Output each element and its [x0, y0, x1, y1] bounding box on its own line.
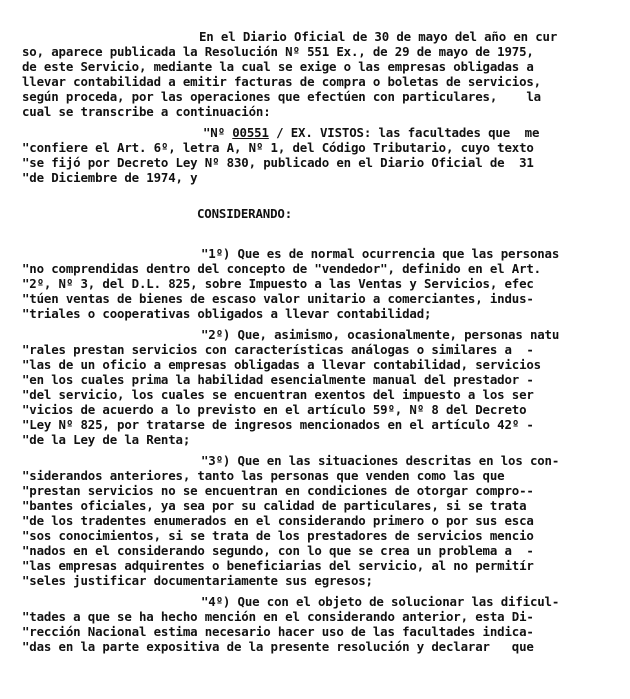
considerando-3-line: "bantes oficiales, ya sea por su calidad de particulares, si se trata [22, 498, 527, 513]
considerando-2-line: "Ley Nº 825, por tratarse de ingresos mencionados en el artículo 42º - [22, 417, 534, 432]
considerando-1-line: "no comprendidas dentro del concepto de "vendedor", definido en el Art. [22, 261, 541, 276]
intro-line-4: llevar contabilidad a emitir facturas de compra o boletas de servicios, [22, 74, 541, 89]
resolution-number: 00551 [232, 125, 269, 140]
considerando-3-first-line: "3º) Que en las situaciones descritas en los con- [201, 453, 560, 468]
considerando-1-line: "2º, Nº 3, del D.L. 825, sobre Impuesto a las Ventas y Servicios, efec [22, 276, 534, 291]
considerando-2-line: "las de un oficio a empresas obligadas a llevar contabilidad, servicios [22, 357, 541, 372]
considerando-4-line: "das en la parte expositiva de la presente resolución y declarar que [22, 639, 534, 654]
considerando-3-line: "nados en el considerando segundo, con lo que se crea un problema a - [22, 543, 534, 558]
considerando-3-line: "las empresas adquirentes o beneficiarias del servicio, al no permitír [22, 558, 534, 573]
considerando-3-line: "de los tradentes enumerados en el considerando primero o por sus esca [22, 513, 534, 528]
considerando-3-line: "prestan servicios no se encuentran en condiciones de otorgar compro-- [22, 483, 534, 498]
intro-line-5: según proceda, por las operaciones que efectúen con particulares, la [22, 89, 541, 104]
considerando-1-line: "túen ventas de bienes de escaso valor unitario a comerciantes, indus- [22, 291, 534, 306]
intro-line-3: de este Servicio, mediante la cual se exige o las empresas obligadas a [22, 59, 534, 74]
considerando-heading: CONSIDERANDO: [197, 206, 293, 221]
intro-line-2: so, aparece publicada la Resolución Nº 551 Ex., de 29 de mayo de 1975, [22, 44, 534, 59]
resolution-vistos: / EX. VISTOS: las facultades que me [268, 125, 540, 140]
considerando-4-line: "tades a que se ha hecho mención en el considerando anterior, esta Di- [22, 609, 534, 624]
considerando-2-line: "del servicio, los cuales se encuentran exentos del impuesto a los ser [22, 387, 534, 402]
considerando-2-first-line: "2º) Que, asimismo, ocasionalmente, personas natu [201, 327, 560, 342]
considerando-1-first-line: "1º) Que es de normal ocurrencia que las personas [201, 246, 560, 261]
considerando-3-line: "siderandos anteriores, tanto las personas que venden como las que [22, 468, 505, 483]
intro-line-6: cual se transcribe a continuación: [22, 104, 271, 119]
considerando-4-line: "rección Nacional estima necesario hacer uso de las facultades indica- [22, 624, 534, 639]
resolution-line-4: "de Diciembre de 1974, y [22, 170, 198, 185]
considerando-2-line: "vicios de acuerdo a lo previsto en el artículo 59º, Nº 8 del Decreto [22, 402, 527, 417]
considerando-2-line: "en los cuales prima la habilidad esencialmente manual del prestador - [22, 372, 534, 387]
considerando-4-first-line: "4º) Que con el objeto de solucionar las dificul- [201, 594, 560, 609]
resolution-prefix: "Nº [203, 125, 233, 140]
considerando-3-line: "sos conocimientos, si se trata de los prestadores de servicios mencio [22, 528, 534, 543]
considerando-3-line: "seles justificar documentariamente sus egresos; [22, 573, 373, 588]
considerando-1-line: "triales o cooperativas obligados a llevar contabilidad; [22, 306, 432, 321]
intro-line-1: En el Diario Oficial de 30 de mayo del año en cur [199, 29, 558, 44]
considerando-2-line: "de la Ley de la Renta; [22, 432, 191, 447]
considerando-2-line: "rales prestan servicios con características análogas o similares a - [22, 342, 534, 357]
resolution-line-2: "confiere el Art. 6º, letra A, Nº 1, del Código Tributario, cuyo texto [22, 140, 534, 155]
resolution-first-line [203, 125, 539, 140]
resolution-line-3: "se fijó por Decreto Ley Nº 830, publicado en el Diario Oficial de 31 [22, 155, 534, 170]
